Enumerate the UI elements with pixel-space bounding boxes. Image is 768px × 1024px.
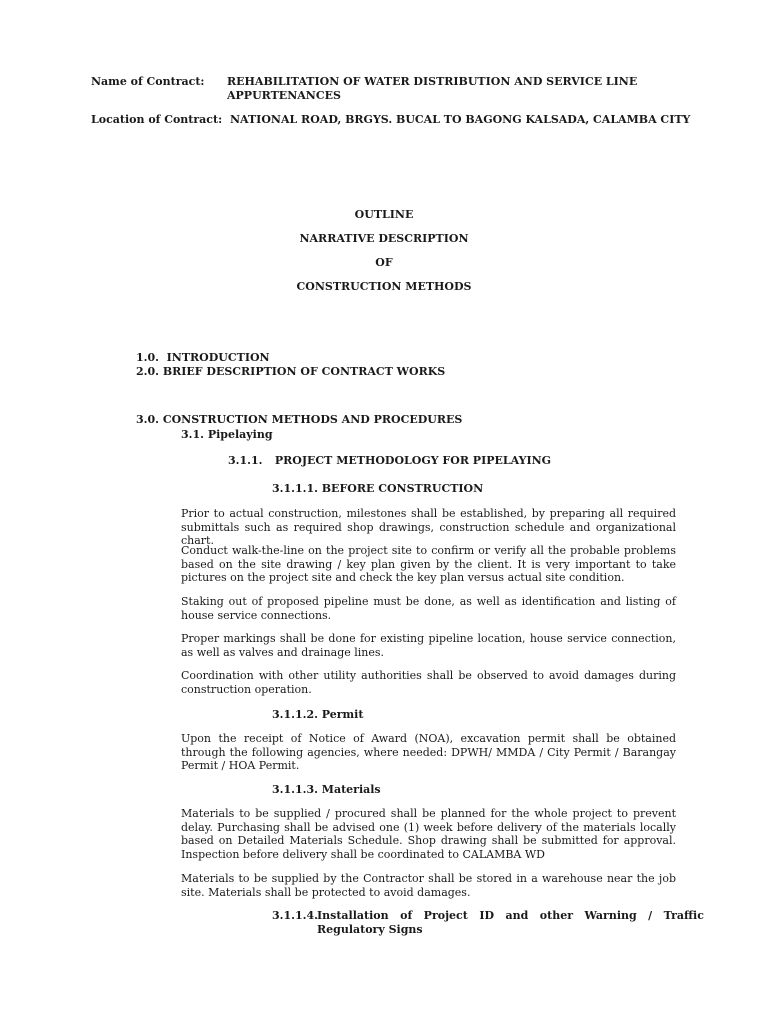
contract-name-line1: REHABILITATION OF WATER DISTRIBUTION AND SERVICE LINE xyxy=(227,75,638,88)
paragraph-staking: Staking out of proposed pipeline must be done, as well as identification and listing of house service connections. xyxy=(181,595,676,622)
section-3-1-1-heading xyxy=(228,454,551,467)
title-of: OF xyxy=(375,256,393,269)
section-3-1-heading xyxy=(181,428,273,441)
contract-name-label: Name of Contract: xyxy=(91,75,205,88)
paragraph-permit: Upon the receipt of Notice of Award (NOA), excavation permit shall be obtained through the following agencies, where needed: DPWH/ MMDA / City Permit / Barangay Permit / HOA Permit. xyxy=(181,732,676,773)
title-outline: OUTLINE xyxy=(354,208,414,221)
paragraph-markings: Proper markings shall be done for existing pipeline location, house service connection, as well as valves and drainage lines. xyxy=(181,632,676,659)
paragraph-walk-the-line: Conduct walk-the-line on the project site to confirm or verify all the probable problems based on the site drawing / key plan given by the client. It is very important to take pictures on the project site and check the key plan versus actual site condition. xyxy=(181,544,676,585)
paragraph-milestones: Prior to actual construction, milestones shall be established, by preparing all required submittals such as required shop drawings, construction schedule and organizational chart. xyxy=(181,507,676,548)
paragraph-coordination: Coordination with other utility authorities shall be observed to avoid damages during construction operation. xyxy=(181,669,676,696)
section-2-heading xyxy=(136,365,445,378)
contract-location-label: Location of Contract: xyxy=(91,113,223,126)
section-3-1-1-4-title-line2: Regulatory Signs xyxy=(317,923,423,936)
title-narrative: NARRATIVE DESCRIPTION xyxy=(299,232,469,245)
paragraph-materials-storage: Materials to be supplied by the Contractor shall be stored in a warehouse near the job site. Materials shall be protected to avoid damages. xyxy=(181,872,676,899)
paragraph-materials-planning: Materials to be supplied / procured shall be planned for the whole project to prevent delay. Purchasing shall be advised one (1) week before delivery of the materials locally based on Detailed Materials Schedule. Shop drawing shall be submitted for approval. Inspection before delivery shall be coordinated to CALAMBA WD xyxy=(181,807,676,861)
section-3-1-1-4-title-line1: Installation of Project ID and other Warning / Traffic xyxy=(317,909,704,922)
section-1-heading xyxy=(136,351,270,364)
section-2-number: 2.0. xyxy=(136,365,159,378)
section-1-number: 1.0. xyxy=(136,351,159,364)
section-3-heading xyxy=(136,413,462,426)
section-3-number: 3.0. xyxy=(136,413,159,426)
section-1-title: INTRODUCTION xyxy=(166,351,270,364)
section-2-title: BRIEF DESCRIPTION OF CONTRACT WORKS xyxy=(162,365,446,378)
section-3-title: CONSTRUCTION METHODS AND PROCEDURES xyxy=(162,413,463,426)
section-3-1-title: Pipelaying xyxy=(207,428,273,441)
title-construction-methods: CONSTRUCTION METHODS xyxy=(296,280,472,293)
contract-name-line2: APPURTENANCES xyxy=(227,89,341,102)
section-3-1-1-2-heading: 3.1.1.2. Permit xyxy=(272,708,364,721)
section-3-1-1-1-heading: 3.1.1.1. BEFORE CONSTRUCTION xyxy=(272,482,484,495)
section-3-1-number: 3.1. xyxy=(181,428,204,441)
section-3-1-1-title: PROJECT METHODOLOGY FOR PIPELAYING xyxy=(274,454,552,467)
section-3-1-1-number: 3.1.1. xyxy=(228,454,263,467)
contract-location-value: NATIONAL ROAD, BRGYS. BUCAL TO BAGONG KALSADA, CALAMBA CITY xyxy=(230,113,691,126)
section-3-1-1-3-heading: 3.1.1.3. Materials xyxy=(272,783,381,796)
section-3-1-1-4-number: 3.1.1.4. xyxy=(272,909,318,922)
